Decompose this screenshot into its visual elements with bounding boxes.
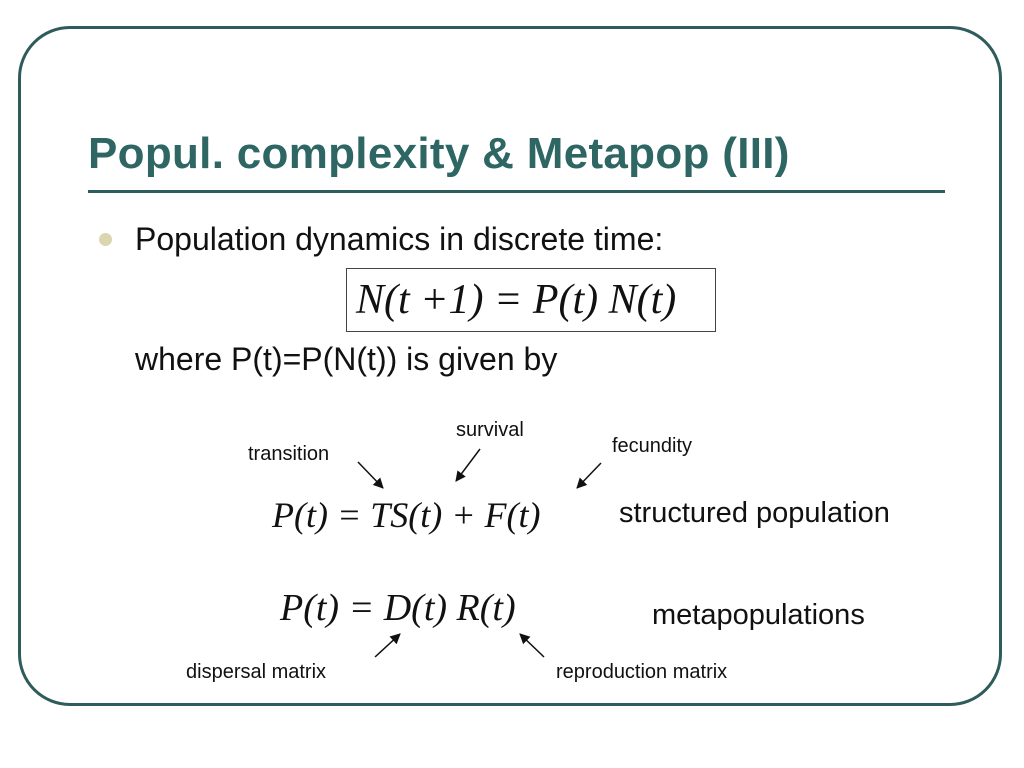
where-text: where P(t)=P(N(t)) is given by — [135, 341, 558, 377]
transition-label: transition — [248, 443, 330, 465]
slide-title: Popul. complexity & Metapop (III) — [88, 129, 790, 178]
dispersal-matrix-label: dispersal matrix — [186, 661, 327, 683]
bullet-text: Population dynamics in discrete time: — [135, 221, 664, 257]
main-equation: N(t +1) = P(t) N(t) — [356, 277, 677, 323]
structured-population-label: structured population — [619, 497, 890, 529]
structured-equation: P(t) = TS(t) + F(t) — [272, 495, 541, 535]
bullet-dot-icon — [99, 233, 112, 246]
reproduction-matrix-label: reproduction matrix — [556, 661, 728, 683]
metapopulations-label: metapopulations — [652, 599, 865, 631]
survival-label: survival — [456, 419, 524, 441]
fecundity-label: fecundity — [612, 435, 693, 457]
title-underline — [88, 190, 945, 193]
metapopulation-equation: P(t) = D(t) R(t) — [280, 587, 516, 629]
